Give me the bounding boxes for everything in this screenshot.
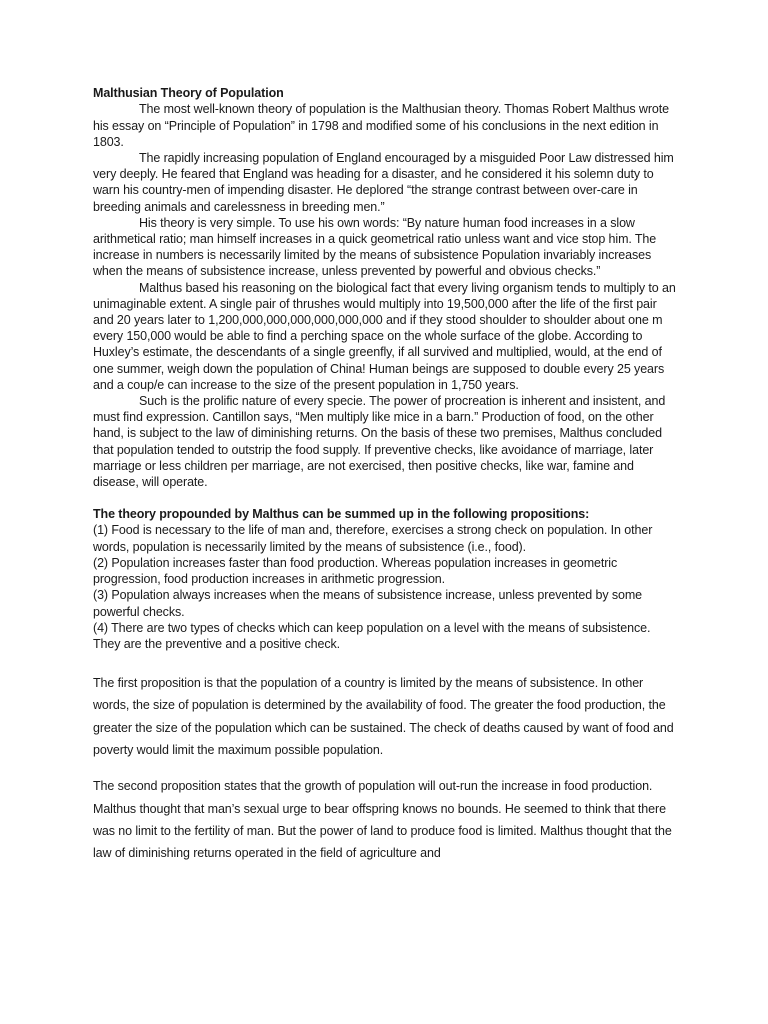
document-title: Malthusian Theory of Population	[93, 86, 284, 100]
intro-paragraph-2: The rapidly increasing population of England encouraged by a misguided Poor Law distressed him very deeply. He feared that England was heading for a disaster, and he considered it his solemn duty to warn his country-men of impending disaster. He deplored “the strange contrast between over-care in breeding animals and carelessness in breeding men.”	[93, 151, 674, 214]
document-page	[93, 85, 679, 864]
proposition-4: (4) There are two types of checks which can keep population on a level with the means of subsistence. They are the preventive and a positive check.	[93, 620, 651, 651]
intro-paragraph-3: His theory is very simple. To use his own words: “By nature human food increases in a slow arithmetical ratio; man himself increases in a quick geometrical ratio unless want and vice stop him. The increase in numbers is necessarily limited by the means of subsistence Population invariably increases when the means of subsistence increase, unless prevented by powerful and obvious checks.”	[93, 215, 657, 279]
section-spacer	[93, 761, 679, 775]
section-spacer	[93, 652, 679, 672]
proposition-2: (2) Population increases faster than food production. Whereas population increases in geometric progression, food production increases in arithmetic progression.	[93, 555, 618, 587]
intro-paragraph-1: The most well-known theory of population is the Malthusian theory. Thomas Robert Malthus wrote his essay on “Principle of Population” in 1798 and modified some of his conclusions in the next edition in 1803.	[93, 102, 669, 149]
proposition-1: (1) Food is necessary to the life of man and, therefore, exercises a strong check on population. In other words, population is necessarily limited by the means of subsistence (i.e., food).	[93, 523, 653, 554]
intro-paragraph-5: Such is the prolific nature of every specie. The power of procreation is inherent and insistent, and must find expression. Cantillon says, “Men multiply like mice in a barn.” Production of food, on the other hand, is subject to the law of diminishing returns. On the basis of these two premises, Malthus concluded that population tended to outstrip the food supply. If preventive checks, like avoidance of marriage, later marriage or less children per marriage, are not exercised, then positive checks, like war, famine and disease, will operate.	[93, 394, 666, 490]
explanation-paragraph-2: The second proposition states that the growth of population will out-run the increase in food production. Malthus thought that man’s sexual urge to bear offspring knows no bounds. He seemed to think that there was no limit to the fertility of man. But the power of land to produce food is limited. Malthus thought that the law of diminishing returns operated in the field of agriculture and	[93, 779, 672, 861]
propositions-heading: The theory propounded by Malthus can be summed up in the following propositions:	[93, 507, 590, 522]
intro-paragraph-4: Malthus based his reasoning on the biological fact that every living organism tends to multiply to an unimaginable extent. A single pair of thrushes would multiply into 19,500,000 after the life of the first pair and 20 years later to 1,200,000,000,000,000,000,000 and if they stood shoulder to shoulder about one m every 150,000 would be able to find a perching space on the whole surface of the globe. According to Huxley’s estimate, the descendants of a single greenfly, if all survived and multiplied, would, at the end of one summer, weigh down the population of China! Human beings are supposed to double every 25 years and a coup/e can increase to the size of the present population in 1,750 years.	[93, 280, 676, 392]
proposition-3: (3) Population always increases when the means of subsistence increase, unless prevented by some powerful checks.	[93, 588, 643, 619]
section-spacer	[93, 490, 679, 506]
explanation-paragraph-1: The first proposition is that the population of a country is limited by the means of subsistence. In other words, the size of population is determined by the availability of food. The greater the food production, the greater the size of the population which can be sustained. The check of deaths caused by want of food and poverty would limit the maximum possible population.	[93, 676, 674, 757]
